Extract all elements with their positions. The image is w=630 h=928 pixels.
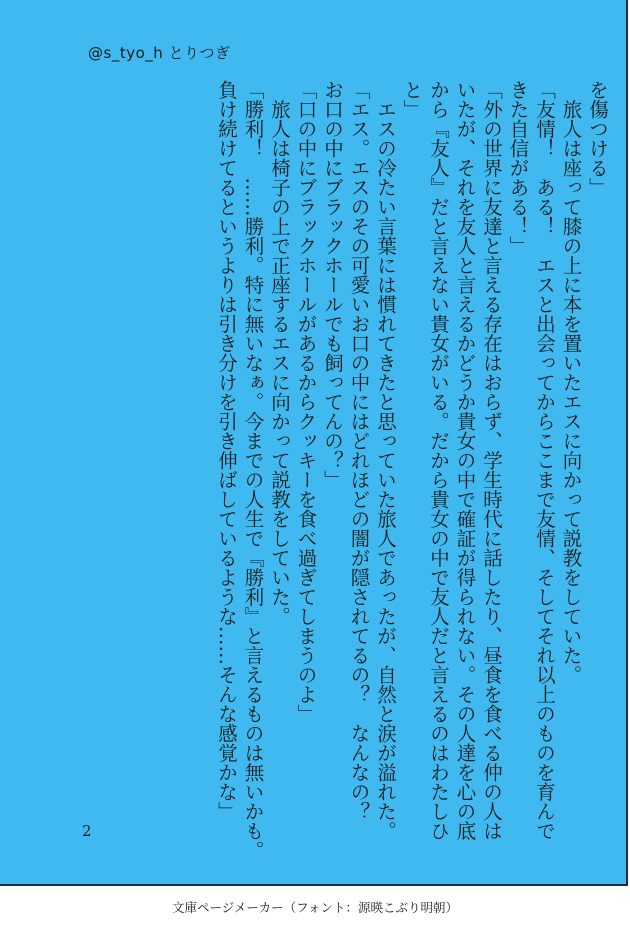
page-number: 2: [82, 822, 92, 840]
text-line: から『友人』だと言えない貴女がいる。だから貴女の中で友人だと言えるのはわたしひ: [427, 80, 450, 841]
text-line: 「外の世界に友達と言える存在はおらず、学生時代に話したり、昼食を食べる仲の人は: [480, 80, 503, 841]
text-line: 負け続けてるというよりは引き分けを引き伸ばしているような……そんな感覚かな」: [215, 80, 238, 821]
text-line: 旅人は椅子の上で正座するエスに向かって説教をしていた。: [268, 80, 291, 626]
text-line: 「友情！ ある！ エスと出会ってからここまで友情、そしてそれ以上のものを育んで: [533, 80, 556, 841]
text-line: 「口の中にブラックホールがあるからクッキーを食べ過ぎてしまうのよ」: [294, 80, 318, 724]
text-line: と」: [400, 80, 424, 119]
vertical-body-text: [30, 80, 610, 860]
text-line: 「勝利！ ……勝利。特に無いなぁ。今までの人生で『勝利』と言えるものは無いかも。: [241, 80, 265, 860]
text-line: 旅人は座って膝の上に本を置いたエスに向かって説教をしていた。: [559, 80, 583, 685]
footer-caption: 文庫ページメーカー（フォント：源暎こぶり明朝）: [171, 900, 458, 915]
text-line: エスの冷たい言葉には慣れてきたと思っていた旅人であったが、自然と涙が溢れた。: [374, 80, 397, 841]
text-line: 「エス。エスのその可愛いお口の中にはどれほどの闇が隠されてるの？ なんなの？: [347, 80, 371, 821]
text-line: お口の中にブラックホールでも飼ってんの？」: [321, 80, 344, 490]
author-credit: @s_tyo_h とりつぎ: [88, 44, 231, 62]
text-line: いたが、それを友人と言えるかどうか貴女の中で確証が得られない。その人達を心の底: [453, 80, 477, 841]
text-line: を傷つける」: [586, 80, 609, 197]
text-line: きた自信がある！」: [506, 80, 530, 256]
